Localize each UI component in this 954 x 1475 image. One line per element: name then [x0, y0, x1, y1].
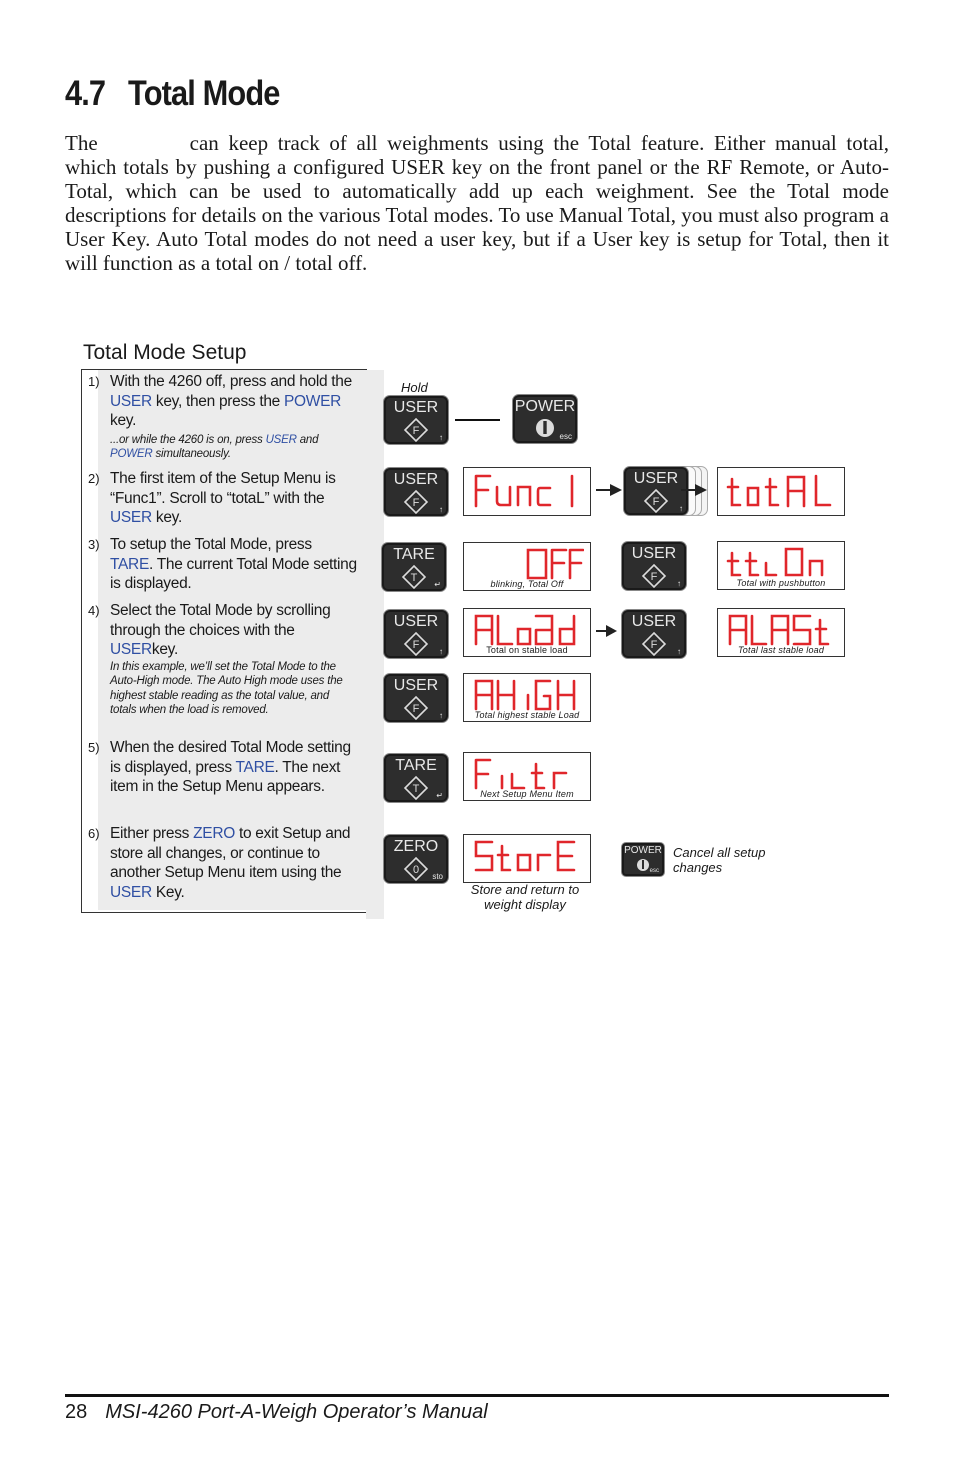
display-func1 [463, 467, 591, 516]
tare-key[interactable]: TARE T ↵ [381, 542, 447, 592]
power-key[interactable]: POWER esc [512, 394, 578, 444]
caption-tton: Total with pushbutton [736, 578, 826, 588]
section-number: 4.7 [65, 74, 106, 113]
caption-ahigh: Total highest stable Load [474, 710, 580, 720]
step-3: 3) To setup the Total Mode, press TARE. The current Total Mode setting is displayed. [88, 536, 357, 592]
display-total [717, 467, 845, 516]
section-heading [65, 74, 280, 114]
caption-filtr: Next Setup Menu Item [480, 789, 574, 799]
power-icon [531, 416, 559, 442]
svg-text:F: F [412, 639, 420, 651]
user-key[interactable]: USER F ↑ [383, 609, 449, 659]
display-aload [463, 608, 591, 657]
store-label: Store and return to weight display [470, 882, 580, 912]
user-key[interactable]: USER F ↑ [383, 467, 449, 517]
enter-icon: ↵ [434, 580, 441, 589]
svg-text:F: F [652, 496, 660, 508]
setup-title: Total Mode Setup [83, 341, 247, 364]
svg-text:F: F [650, 639, 658, 651]
svg-text:F: F [650, 571, 658, 583]
tare-key[interactable]: TARE T ↵ [383, 753, 449, 803]
display-store [463, 834, 591, 883]
f-diamond-icon [402, 417, 430, 443]
step-2: 2) The first item of the Setup Menu is “Func1”. Scroll to “totaL” with the USER key. [88, 470, 336, 526]
page-number: 28 [65, 1401, 88, 1423]
display-filtr [463, 752, 591, 801]
caption-aload: Total on stable load [486, 645, 568, 655]
user-key[interactable]: USER F ↑ [621, 541, 687, 591]
display-tton [717, 541, 845, 590]
t-diamond-icon [402, 775, 430, 801]
caption-off: blinking, Total Off [490, 579, 564, 589]
hold-connector-line [455, 419, 500, 421]
up-arrow-icon: ↑ [439, 711, 443, 720]
svg-text:T: T [412, 783, 420, 795]
segment-text-store [472, 840, 584, 876]
footer-rule [65, 1394, 889, 1397]
display-off [463, 542, 591, 591]
zero-key[interactable]: ZERO 0 sto [383, 834, 449, 884]
footer [65, 1401, 488, 1424]
enter-icon: ↵ [436, 791, 443, 800]
display-ahigh [463, 673, 591, 722]
svg-text:T: T [410, 572, 418, 584]
up-arrow-icon: ↑ [439, 647, 443, 656]
hold-label: Hold [401, 380, 428, 395]
f-diamond-icon [640, 631, 668, 657]
f-diamond-icon [402, 489, 430, 515]
user-key[interactable]: USER F ↑ [383, 673, 449, 723]
f-diamond-icon [402, 695, 430, 721]
f-diamond-icon [642, 488, 670, 514]
user-key[interactable]: USER F ↑ [383, 395, 449, 445]
up-arrow-icon: ↑ [677, 647, 681, 656]
user-key[interactable]: USER F ↑ [621, 609, 687, 659]
display-alast [717, 608, 845, 657]
f-diamond-icon [640, 563, 668, 589]
step-1: 1) With the 4260 off, press and hold the USER key, then press the POWER key. ...or while the 4260 is on, press USER and POWER simultaneously. [88, 373, 352, 460]
user-key-repeated[interactable]: USER F ↑ [623, 466, 689, 516]
caption-alast: Total last stable load [737, 645, 825, 655]
svg-text:F: F [412, 703, 420, 715]
t-diamond-icon [400, 564, 428, 590]
svg-text:0: 0 [412, 864, 420, 876]
step-6: 6) Either press ZERO to exit Setup and store all changes, or continue to another Setup Menu item using the USER Key. [88, 825, 351, 901]
svg-text:F: F [412, 497, 420, 509]
zero-diamond-icon [402, 856, 430, 882]
svg-text:F: F [412, 425, 420, 437]
section-title: Total Mode [128, 74, 280, 113]
power-key-small[interactable]: POWER esc [621, 842, 665, 877]
steps-panel-shade-right [366, 370, 384, 919]
segment-text-func1 [472, 473, 584, 509]
intro-paragraph: The can keep track of all weighments using the Total feature. Either manual total, which totals by pushing a configured USER key on the front panel or the RF Remote, or Auto-Total, which can be used to automatically add up each weighment. See the Total mode descriptions for details on the various Total modes. To use Manual Total, you must also program a User Key. Auto Total modes do not need a user key, but if a User key is setup for Total, then it will function as a total on / total off. [65, 131, 889, 275]
step-5: 5) When the desired Total Mode setting is displayed, press TARE. The next item in the Setup Menu appears. [88, 739, 351, 795]
step-4: 4) Select the Total Mode by scrolling through the choices with the USERkey. In this example, we’ll set the Total Mode to the Auto-High mode. The Auto High mode uses the highest stable reading as the total value, and totals when the load is removed. [88, 602, 343, 716]
manual-title: MSI-4260 Port-A-Weigh Operator’s Manual [105, 1401, 488, 1423]
f-diamond-icon [402, 631, 430, 657]
up-arrow-icon: ↑ [439, 505, 443, 514]
up-arrow-icon: ↑ [677, 579, 681, 588]
segment-text-total [726, 473, 838, 509]
cancel-label: Cancel all setup changes [673, 845, 766, 875]
up-arrow-icon: ↑ [679, 504, 683, 513]
up-arrow-icon: ↑ [439, 433, 443, 442]
